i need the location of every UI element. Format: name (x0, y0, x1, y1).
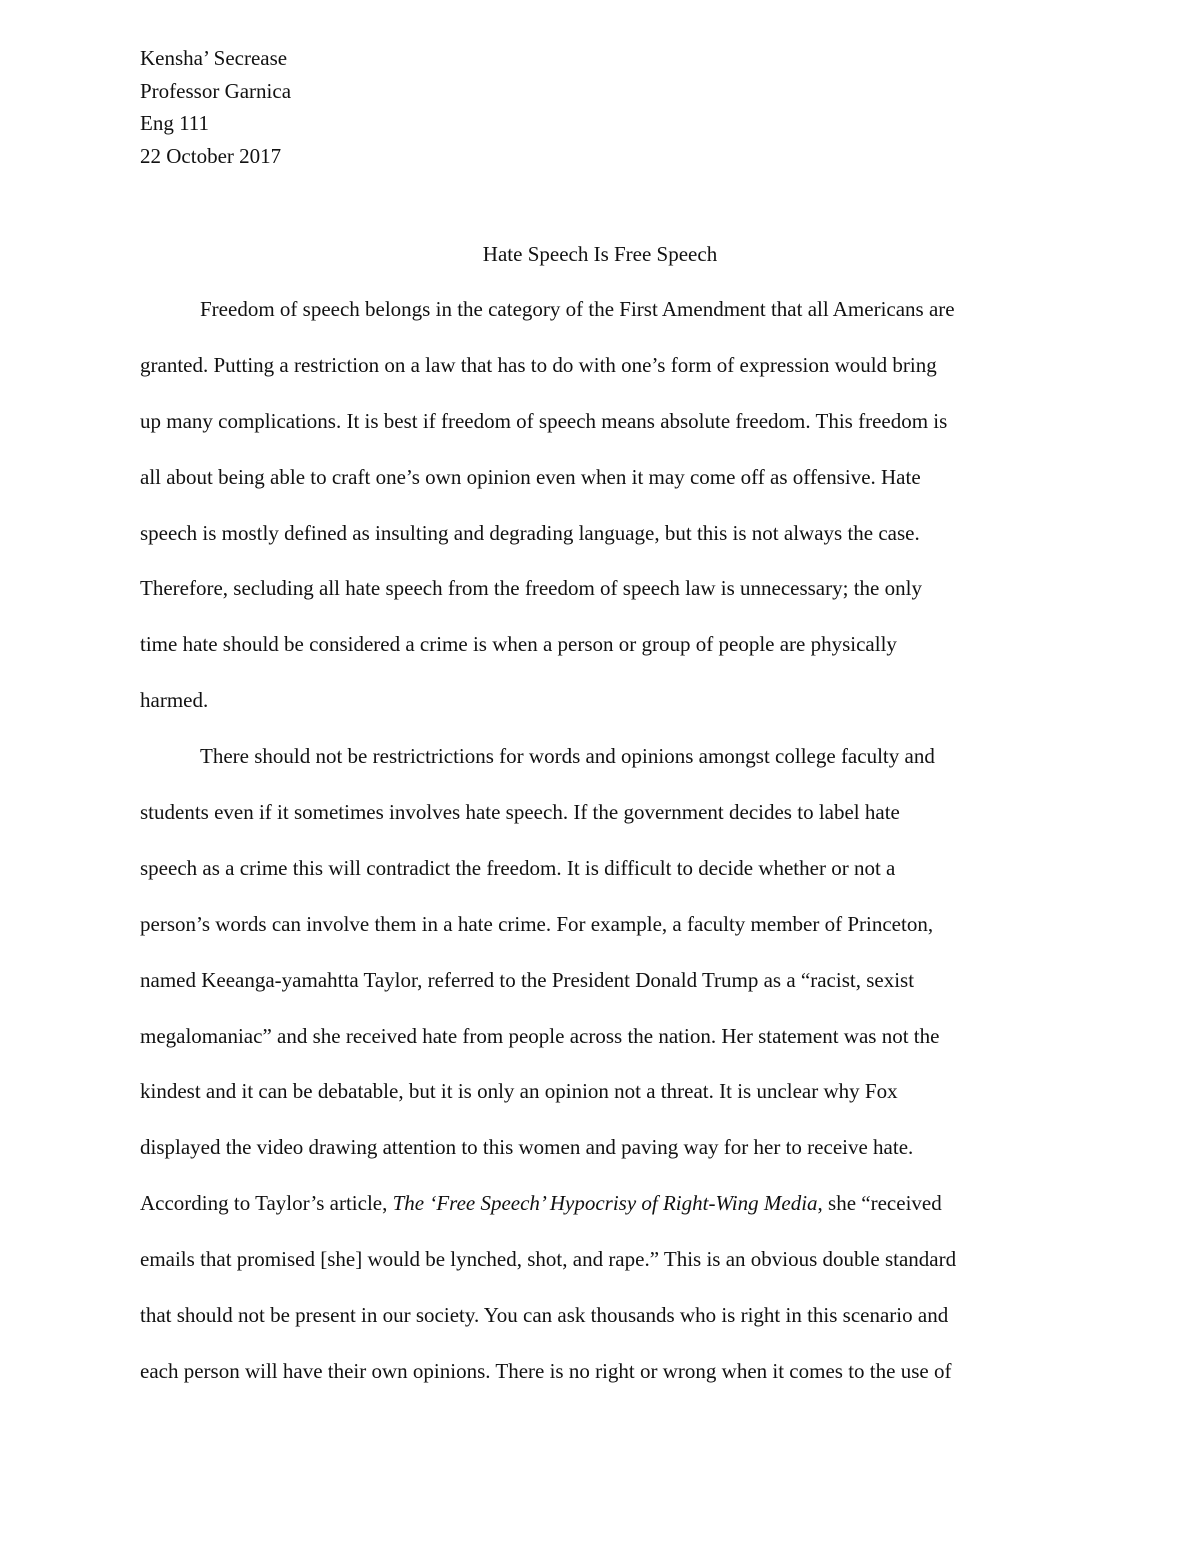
paragraph-2-line: students even if it sometimes involves hate speech. If the government decides to label hate (140, 800, 900, 825)
paragraph-2-line: speech as a crime this will contradict the freedom. It is difficult to decide whether or not a (140, 855, 896, 880)
paragraph-1-line: all about being able to craft one’s own opinion even when it may come off as offensive. Hate (140, 464, 921, 489)
paragraph-2-line: person’s words can involve them in a hate crime. For example, a faculty member of Princeton, (140, 911, 934, 936)
paragraph-1-line: Therefore, secluding all hate speech from the freedom of speech law is unnecessary; the only (140, 576, 922, 601)
citation-text-before: According to Taylor’s article, (140, 1191, 393, 1216)
paragraph-2-line: displayed the video drawing attention to this women and paving way for her to receive hate. (140, 1135, 914, 1160)
article-title: The ‘Free Speech’ Hypocrisy of Right-Wing Media (392, 1191, 818, 1216)
document-body (140, 282, 1060, 1400)
citation-text-after: , she “received (817, 1191, 942, 1216)
professor-name: Professor Garnica (140, 78, 292, 103)
document-title: Hate Speech Is Free Speech (482, 242, 718, 266)
paragraph-1-line: harmed. (140, 688, 209, 713)
citation-line (140, 1176, 1060, 1232)
document-date: 22 October 2017 (140, 143, 282, 168)
paragraph-1-line: Freedom of speech belongs in the category of the First Amendment that all Americans are (200, 297, 955, 321)
author-name: Kensha’ Secrease (140, 46, 288, 70)
paragraph-1-line: granted. Putting a restriction on a law that has to do with one’s form of expression would bring (140, 352, 937, 377)
paragraph-2-line: megalomaniac” and she received hate from people across the nation. Her statement was not the (140, 1023, 940, 1048)
header-block (140, 42, 291, 172)
course-name: Eng 111 (140, 111, 210, 135)
paragraph-1-line: up many complications. It is best if freedom of speech means absolute freedom. This freedom is (140, 408, 948, 433)
paragraph-1-line: speech is mostly defined as insulting and degrading language, but this is not always the case. (140, 520, 920, 545)
paragraph-2-line: each person will have their own opinions. There is no right or wrong when it comes to the use of (140, 1358, 952, 1383)
paragraph-2-line: emails that promised [she] would be lynched, shot, and rape.” This is an obvious double standard (140, 1247, 957, 1272)
paragraph-1-line: time hate should be considered a crime is when a person or group of people are physically (140, 632, 897, 657)
paragraph-2-line: kindest and it can be debatable, but it is only an opinion not a threat. It is unclear why Fox (140, 1079, 898, 1104)
paragraph-2-line: named Keeanga-yamahtta Taylor, referred to the President Donald Trump as a “racist, sexist (140, 967, 915, 992)
paragraph-2-line: There should not be restrictrictions for words and opinions amongst college faculty and (200, 744, 935, 769)
paragraph-2-line: that should not be present in our society. You can ask thousands who is right in this scenario and (140, 1303, 949, 1328)
